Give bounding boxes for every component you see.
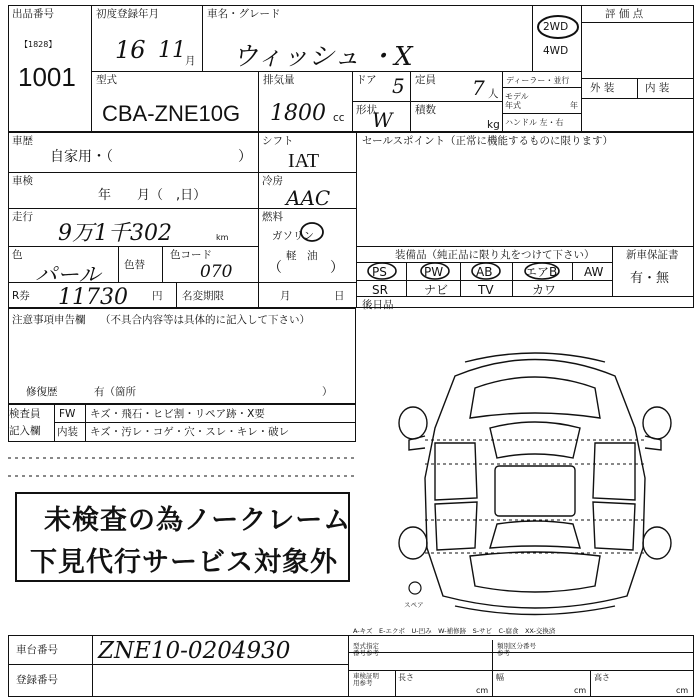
fuel-gasoline: ガソリン [272,230,314,242]
inspection-label: 車検 [12,175,33,187]
divider [8,246,258,247]
divider [637,78,638,98]
chassis-label: 車台番号 [16,644,58,656]
grade-label: 評 価 点 [605,8,644,20]
divider [8,664,348,665]
color-code-label: 色コード [170,249,212,261]
person-unit: 人 [488,88,499,100]
handle-label: ハンドル 左・右 [505,118,564,127]
color-change-label: 色替 [124,259,145,271]
notes-label: 注意事項申告欄 [12,314,86,326]
exterior-label: 外 装 [590,82,615,94]
equipment-label: 装備品（純正品に限り丸をつけて下さい） [395,249,595,261]
fw-value: キズ・飛石・ヒビ割・リペア跡・X要 [90,408,265,420]
fw-label: FW [59,408,76,420]
r-label: R券 [12,290,30,302]
divider [54,404,55,442]
model-label: 型式 [96,74,117,86]
divider [581,5,582,132]
interior-label: 内 装 [645,82,670,94]
first-reg-label: 初度登録年月 [96,8,159,20]
width-unit: cm [574,686,587,695]
divider [532,5,533,71]
new-warranty-value: 有・無 [630,271,670,286]
divider [202,5,203,71]
divider [162,246,163,282]
name-change-day: 日 [334,290,345,302]
model-year-label: モデル年式 [505,92,529,110]
fuel-paren: （ [268,260,282,276]
length-label: 長さ [398,673,414,682]
fuel-label: 燃料 [262,211,283,223]
drive-circle-icon [535,12,581,40]
fuel-paren: ） [330,260,344,276]
history-label: 車歴 [12,135,33,147]
drive-2wd: 2WD [543,21,569,33]
after-items-label: 後日品 [362,299,394,311]
divider [176,282,177,308]
repair-value: 有（箇所 [94,386,136,398]
repair-close: ） [322,386,333,398]
divider [85,404,86,442]
doors-label: ドア [356,74,377,86]
shift-value: IAT [288,150,320,172]
category-label: 類別区分番号参考 [497,642,536,657]
shape-value: W [372,108,393,132]
history-value: 自家用・（ [50,149,113,165]
capacity-label: 定員 [415,74,436,86]
inspector-label-2: 記入欄 [9,425,41,437]
divider [91,71,581,72]
divider [258,208,356,209]
model-value: CBA-ZNE10G [102,101,241,126]
int-label: 内装 [57,426,78,438]
displacement-value: 1800 [270,101,326,126]
int-value: キズ・汚レ・コゲ・穴・スレ・キレ・破レ [90,426,290,438]
kg-unit: kg [487,119,500,131]
spare-label: スペア [404,601,424,609]
divider [492,670,493,697]
divider [92,635,93,697]
equip-circles-icon [362,260,572,282]
drive-4wd: 4WD [543,45,569,57]
divider [348,635,349,697]
doors-value: 5 [392,74,405,98]
car-name-label: 車名・グレード [207,8,281,20]
width-label: 幅 [496,673,504,682]
divider [348,670,694,671]
load-label: 積数 [415,104,436,116]
first-reg-month: 11 [158,38,186,63]
equip-pw: PW [424,265,444,279]
color-value: パール [35,263,101,288]
shape-label: 形状 [356,104,377,116]
divider [8,282,356,283]
equip-tv: TV [478,283,494,297]
r-value: 11730 [58,285,128,310]
history-close: ） [238,149,252,165]
height-label: 高さ [594,673,610,682]
model-cert-label: 型式指定番号参考 [353,642,379,657]
divider [572,262,573,280]
notes-instruction: （不具合内容等は具体的に記入して下さい） [100,314,310,326]
fuel-circle-icon [298,220,326,244]
equip-airbag: エアB [525,265,558,279]
equip-navi: ナビ [424,283,449,297]
yen-unit: 円 [152,290,163,302]
length-unit: cm [476,686,489,695]
color-code-value: 070 [200,262,233,282]
repair-label: 修復歴 [26,386,58,398]
divider [612,246,613,296]
divider [502,87,581,88]
notice-line-2: 下見代行サービス対象外 [30,547,338,577]
month-unit: 月 [185,55,196,67]
shift-label: シフト [262,135,294,147]
equip-sr: SR [372,283,388,297]
divider [91,5,92,132]
divider [54,422,356,423]
displacement-label: 排気量 [263,74,295,86]
divider [356,296,694,297]
mileage-label: 走行 [12,211,33,223]
equip-ps: PS [372,265,387,279]
name-change-month: 月 [280,290,291,302]
new-warranty-label: 新車保証書 [626,249,679,261]
divider [581,22,694,23]
reg-code: 【1828】 [20,40,57,49]
ac-value: AAC [286,186,331,210]
divider [8,172,258,173]
km-unit: km [216,233,229,242]
sales-point-label: セールスポイント（正常に機能するものに限ります） [362,135,614,147]
first-reg-year: 16 [115,36,146,64]
divider [258,172,356,173]
equip-aw: AW [584,265,604,279]
fuel-diesel: 軽 油 [286,250,318,262]
divider [8,208,258,209]
damage-legend: A-キズ E-エクボ U-凹み W-補修跡 S-サビ C-腐食 XX-交換済 [353,627,556,635]
register-label: 登録番号 [16,674,58,686]
capacity-value: 7 [472,76,485,100]
chassis-number: ZNE10-0204930 [98,638,291,664]
cc-unit: cc [333,112,345,124]
dashed-lines [8,448,358,488]
mileage-value: 9万1千302 [58,221,172,246]
inspector-label-1: 検査員 [9,408,41,420]
divider [352,101,502,102]
divider [492,640,493,670]
lot-label: 出品番号 [12,8,54,20]
dealer-label: ディーラー・並行 [506,76,570,85]
color-label: 色 [12,249,23,261]
equip-leather: カワ [532,283,557,297]
height-unit: cm [676,686,689,695]
divider [395,670,396,697]
divider [356,246,694,247]
equip-ab: AB [476,265,493,279]
ac-label: 冷房 [262,175,283,187]
vehicle-cert-label: 車検証明用参考 [353,672,379,687]
divider [502,71,503,132]
lot-number: 1001 [18,62,76,92]
divider [581,98,694,99]
year-unit: 年 [570,101,578,110]
notice-line-1: 未検査の為ノークレーム [44,505,352,535]
inspection-value: 年 月（ ,日） [98,188,207,203]
divider [356,132,357,308]
car-name: ウィッシュ ・X [232,42,413,72]
name-change-label: 名変期限 [182,290,224,302]
divider [502,113,581,114]
divider [258,71,259,132]
divider [590,670,591,697]
divider [118,246,119,282]
car-diagram-icon [395,348,675,618]
